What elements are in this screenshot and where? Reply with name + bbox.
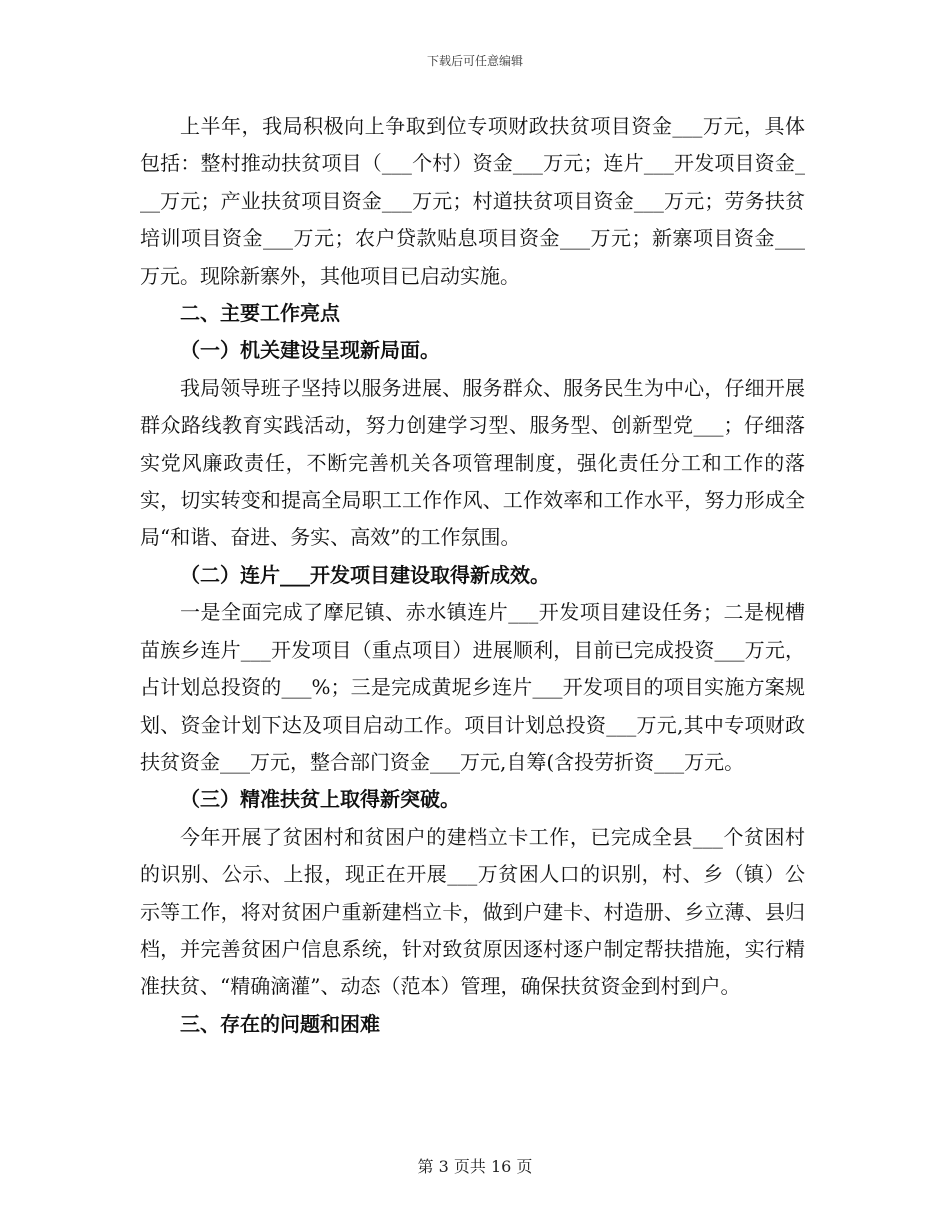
- paragraph-precision-poverty: 今年开展了贫困村和贫困户的建档立卡工作，已完成全县___个贫困村的识别、公示、上报，现正在开展___万贫困人口的识别，村、乡（镇）公示等工作，将对贫困户重新建档立卡，做到户建卡、村造册、乡立薄、县归档，并完善贫困户信息系统，针对致贫原因逐村逐户制定帮扶措施，实行精准扶贫、“精确滴灌”、动态（范本）管理，确保扶贫资金到村到户。: [140, 824, 805, 999]
- paragraph-contiguous-development: 一是全面完成了摩尼镇、赤水镇连片___开发项目建设任务；二是枧槽苗族乡连片___开发项目（重点项目）进展顺利，目前已完成投资___万元，占计划总投资的___%；三是完成黄坭乡连片___开发项目的项目实施方案规划、资金计划下达及项目启动工作。项目计划总投资___万元,其中专项财政扶贫资金___万元，整合部门资金___万元,自筹(含投劳折资___万元。: [140, 600, 805, 774]
- subheading-precision-poverty: （三）精准扶贫上取得新突破。: [180, 787, 460, 812]
- paragraph-agency-building: 我局领导班子坚持以服务进展、服务群众、服务民生为中心，仔细开展群众路线教育实践活动，努力创建学习型、服务型、创新型党___；仔细落实党风廉政责任，不断完善机关各项管理制度，强化责任分工和工作的落实，切实转变和提高全局职工工作作风、工作效率和工作水平，努力形成全局“和谐、奋进、务实、高效”的工作氛围。: [140, 375, 805, 550]
- heading-problems-difficulties: 三、存在的问题和困难: [180, 1011, 380, 1036]
- subheading-contiguous-development: （二）连片___开发项目建设取得新成效。: [180, 562, 550, 587]
- page-header: 下载后可任意编辑: [426, 54, 523, 68]
- paragraph-funding-summary: 上半年，我局积极向上争取到位专项财政扶贫项目资金___万元，具体包括：整村推动扶贫项目（___个村）资金___万元；连片___开发项目资金___万元；产业扶贫项目资金___万元；村道扶贫项目资金___万元；劳务扶贫培训项目资金___万元；农户贷款贴息项目资金___万元；新寨项目资金___万元。现除新寨外，其他项目已启动实施。: [140, 114, 805, 288]
- heading-main-highlights: 二、主要工作亮点: [180, 301, 340, 326]
- subheading-agency-building: （一）机关建设呈现新局面。: [180, 338, 440, 363]
- page-footer-page-number: 第 3 页共 16 页: [417, 1157, 533, 1176]
- document-body: [140, 108, 805, 1043]
